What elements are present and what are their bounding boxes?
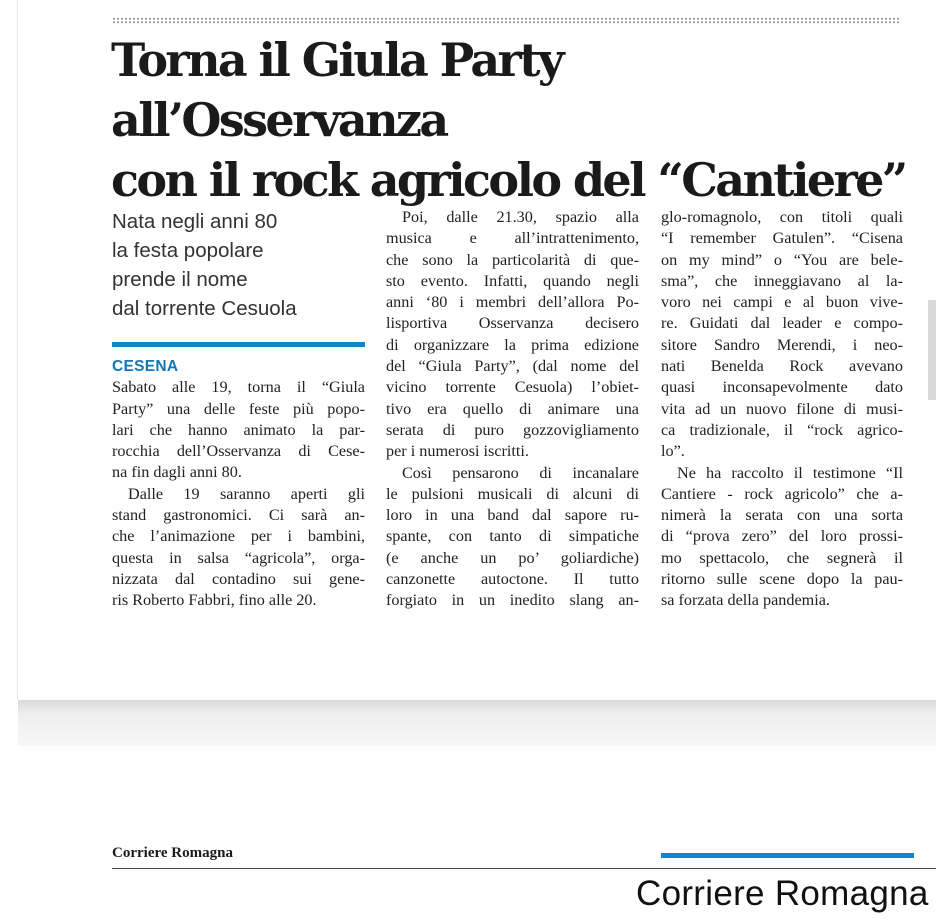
text-line: nati Benelda Rock avevano <box>661 357 903 376</box>
text-line: rocchia dell’Osservanza di Cese- <box>112 442 365 461</box>
text-line: Party” una delle feste più popo- <box>112 399 365 418</box>
publication-logo: Corriere Romagna <box>636 874 929 913</box>
text-line: che l’animazione per i bambini, <box>112 527 365 546</box>
text-line: Così pensarono di incanalare <box>402 463 639 482</box>
accent-bar <box>112 342 365 347</box>
text-line: ritorno sulle scene dopo la pau- <box>661 570 903 589</box>
text-line: loro in una band dal sapore ru- <box>386 506 639 525</box>
scroll-edge <box>928 300 936 400</box>
text-line: Dalle 19 saranno aperti gli <box>128 484 365 503</box>
text-line: canzonette autoctone. Il tutto <box>386 570 639 589</box>
text-line: mo spettacolo, che segnerà il <box>661 548 903 567</box>
text-line: anni ‘80 i membri dell’allora Po- <box>386 293 639 312</box>
text-line: le pulsioni musicali di alcuni di <box>386 484 639 503</box>
text-line: spante, con tanto di simpatiche <box>386 527 639 546</box>
text-line: voro nei campi e al buon vive- <box>661 293 903 312</box>
footer-rule <box>112 868 936 869</box>
text-line: “I remember Gatulen”. “Cisena <box>661 229 903 248</box>
text-line: quasi inconsapevolmente dato <box>661 378 903 397</box>
text-line: ca tradizionale, il “rock agrico- <box>661 420 903 439</box>
text-line: nimerà la serata con una sorta <box>661 506 903 525</box>
footer-accent-bar <box>661 853 914 858</box>
text-line: lari che hanno animato la par- <box>112 420 365 439</box>
text-line: Sabato alle 19, torna il “Giula <box>112 378 365 397</box>
article-column-2 <box>386 207 639 612</box>
text-line: tivo era quello di animare una <box>386 399 639 418</box>
article-column-1 <box>112 356 365 612</box>
dateline: CESENA <box>112 358 179 375</box>
text-line: del “Giula Party”, (dal nome del <box>386 357 639 376</box>
text-line: forgiato in un inedito slang an- <box>386 591 639 610</box>
text-line: na fin dagli anni 80. <box>112 463 242 482</box>
subhead-line: dal torrente Cesuola <box>112 297 297 320</box>
headline-line: Torna il Giula Party all’Osservanza <box>111 33 562 147</box>
subhead-line: Nata negli anni 80 <box>112 210 278 233</box>
text-line: stand gastronomici. Ci sarà an- <box>112 506 365 525</box>
footer-publication-name: Corriere Romagna <box>112 845 233 861</box>
text-line: Poi, dalle 21.30, spazio alla <box>402 208 639 226</box>
text-line: di organizzare la prima edizione <box>386 335 639 354</box>
text-line: lisportiva Osservanza decisero <box>386 314 639 333</box>
text-line: on my mind” o “You are bele- <box>661 250 903 269</box>
text-line: musica e all’intrattenimento, <box>386 229 639 248</box>
text-line: lo”. <box>661 442 685 461</box>
text-line: nizzata dal contadino sui gene- <box>112 569 365 588</box>
text-line: di “prova zero” del loro prossi- <box>661 527 903 546</box>
headline <box>111 30 911 210</box>
text-line: vicino torrente Cesuola) l’obiet- <box>386 378 639 397</box>
headline-line: con il rock agricolo del “Cantiere” <box>111 153 906 207</box>
dotted-rule <box>112 17 899 24</box>
text-line: sto evento. Infatti, quando negli <box>386 271 639 290</box>
text-line: glo-romagnolo, con titoli quali <box>661 208 903 226</box>
text-line: per i numerosi iscritti. <box>386 442 529 461</box>
text-line: re. Guidati dal leader e compo- <box>661 314 903 333</box>
article-column-3 <box>661 207 903 612</box>
text-line: ris Roberto Fabbri, fino alle 20. <box>112 591 317 610</box>
text-line: sitore Sandro Merendi, i neo- <box>661 335 903 354</box>
text-line: serata di puro gozzovigliamento <box>386 420 639 439</box>
text-line: che sono la particolarità di que- <box>386 250 639 269</box>
text-line: questa in salsa “agricola”, orga- <box>112 548 365 567</box>
subhead-line: la festa popolare <box>112 239 264 262</box>
page-separator <box>18 700 936 746</box>
subhead-line: prende il nome <box>112 268 248 291</box>
text-line: Cantiere - rock agricolo” che a- <box>661 484 903 503</box>
text-line: (e anche un po’ goliardiche) <box>386 548 639 567</box>
subhead <box>112 207 374 323</box>
text-line: sa forzata della pandemia. <box>661 591 830 610</box>
text-line: Ne ha raccolto il testimone “Il <box>677 463 903 482</box>
text-line: vita ad un nuovo filone di musi- <box>661 399 903 418</box>
text-line: sma”, che inneggiavano al la- <box>661 271 903 290</box>
